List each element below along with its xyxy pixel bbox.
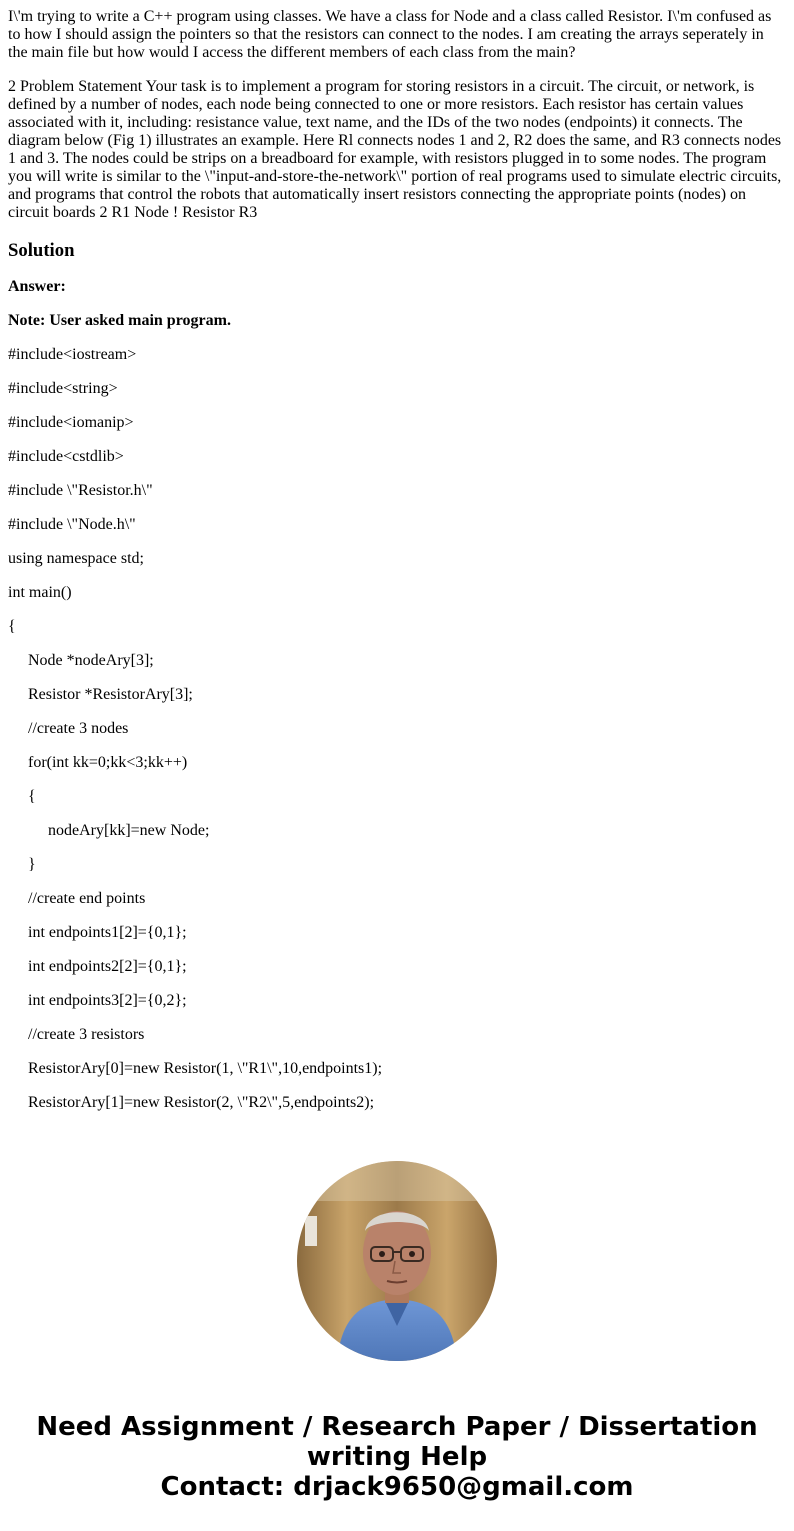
banner-line-2: writing Help bbox=[306, 1442, 488, 1472]
code-line: for(int kk=0;kk<3;kk++) bbox=[28, 754, 188, 771]
code-line: { bbox=[8, 618, 16, 635]
promo-banner bbox=[0, 1412, 794, 1502]
code-block bbox=[8, 346, 786, 1112]
code-line: nodeAry[kk]=new Node; bbox=[48, 822, 210, 839]
code-line: ResistorAry[0]=new Resistor(1, \"R1\",10,endpoints1); bbox=[28, 1060, 383, 1077]
code-line: Resistor *ResistorAry[3]; bbox=[28, 686, 193, 703]
code-line: //create 3 nodes bbox=[28, 720, 129, 737]
code-line: #include<iomanip> bbox=[8, 414, 134, 431]
code-line: #include \"Resistor.h\" bbox=[8, 482, 153, 499]
code-line: #include \"Node.h\" bbox=[8, 516, 136, 533]
code-line: //create 3 resistors bbox=[28, 1026, 145, 1043]
code-line: ResistorAry[1]=new Resistor(2, \"R2\",5,endpoints2); bbox=[28, 1094, 375, 1111]
question-paragraph: I\'m trying to write a C++ program using classes. We have a class for Node and a class called Resistor. I\'m confused as to how I should assign the pointers so that the resistors can connect to the nodes. I am creating the arrays seperately in the main file but how would I access the different members of each class from the main? bbox=[8, 8, 772, 61]
solution-heading: Solution bbox=[8, 240, 75, 261]
author-photo bbox=[297, 1161, 497, 1361]
code-line: int endpoints3[2]={0,2}; bbox=[28, 992, 187, 1009]
code-line: //create end points bbox=[28, 890, 146, 907]
code-line: { bbox=[28, 788, 36, 805]
code-line: int endpoints1[2]={0,1}; bbox=[28, 924, 187, 941]
author-avatar bbox=[297, 1161, 497, 1361]
code-line: Node *nodeAry[3]; bbox=[28, 652, 154, 669]
code-line: int main() bbox=[8, 584, 72, 601]
code-line: #include<string> bbox=[8, 380, 118, 397]
code-line: int endpoints2[2]={0,1}; bbox=[28, 958, 187, 975]
page-content bbox=[0, 8, 794, 1112]
problem-statement-paragraph: 2 Problem Statement Your task is to implement a program for storing resistors in a circuit. The circuit, or network, is defined by a number of nodes, each node being connected to one or more resistors. Each resistor has certain values associated with it, including: resistance value, text name, and the IDs of the two nodes (endpoints) it connects. The diagram below (Fig 1) illustrates an example. Here Rl connects nodes 1 and 2, R2 does the same, and R3 connects nodes 1 and 3. The nodes could be strips on a breadboard for example, with resistors plugged in to some nodes. The program you will write is similar to the \"input-and-store-the-network\" portion of real programs used to simulate electric circuits, and programs that control the robots that automatically insert resistors connecting the appropriate points (nodes) on circuit boards 2 R1 Node ! Resistor R3 bbox=[8, 78, 782, 221]
banner-contact: Contact: drjack9650@gmail.com bbox=[160, 1472, 634, 1502]
answer-label: Answer: bbox=[8, 278, 66, 295]
code-line: #include<iostream> bbox=[8, 346, 137, 363]
note-line: Note: User asked main program. bbox=[8, 312, 231, 329]
code-line: } bbox=[28, 856, 36, 873]
code-line: #include<cstdlib> bbox=[8, 448, 124, 465]
banner-line-1: Need Assignment / Research Paper / Dissertation bbox=[36, 1412, 758, 1442]
code-line: using namespace std; bbox=[8, 550, 144, 567]
